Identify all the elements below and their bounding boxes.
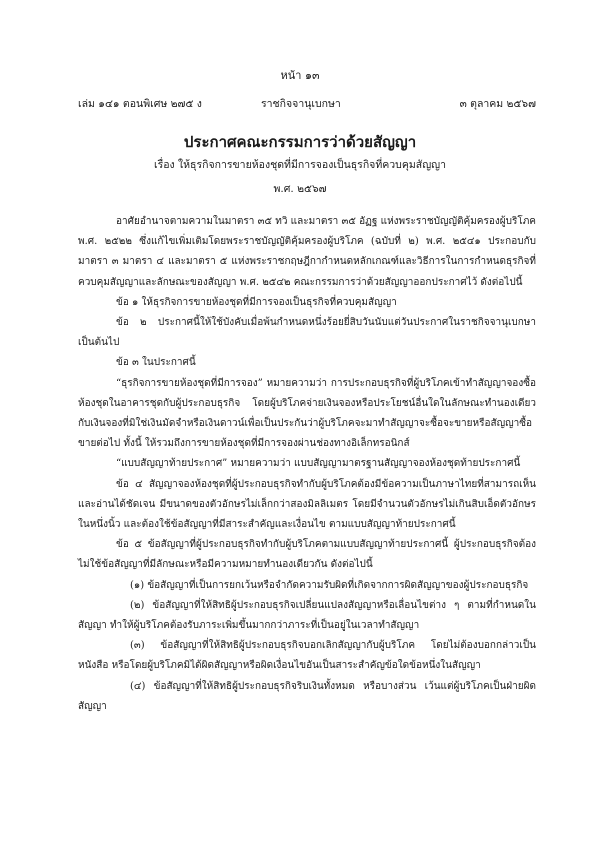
definition-booking-business: “ธุรกิจการขายห้องชุดที่มีการจอง” หมายความว่า การประกอบธุรกิจที่ผู้บริโภคเข้าทำสัญญาจองซื้อห้องชุดในอาคารชุดกับผู้ประกอบธุรกิจ โดยผู้บริโภคจ่ายเงินจองหรือประโยชน์อื่นใดในลักษณะทำนองเดียวกับเงินจองที่มิใช่เงินมัดจำหรือเงินดาวน์เพื่อเป็นประกันว่าผู้บริโภคจะมาทำสัญญาจะซื้อจะขายหรือสัญญาซื้อขายต่อไป ทั้งนี้ ให้รวมถึงการขายห้องชุดที่มีการจองผ่านช่องทางอิเล็กทรอนิกส์ [78, 377, 536, 450]
gazette-name: ราชกิจจานุเบกษา [261, 98, 341, 110]
clause-3: ข้อ ๓ ในประกาศนี้ [116, 357, 196, 369]
definition-contract-form: “แบบสัญญาท้ายประกาศ” หมายความว่า แบบสัญญามาตรฐานสัญญาจองห้องชุดท้ายประกาศนี้ [116, 458, 521, 470]
clause-5: ข้อ ๕ ข้อสัญญาที่ผู้ประกอบธุรกิจทำกับผู้บริโภคตามแบบสัญญาท้ายประกาศนี้ ผู้ประกอบธุรกิจต้องไม่ใช้ข้อสัญญาที่มีลักษณะหรือมีความหมายทำนองเดียวกัน ดังต่อไปนี้ [78, 539, 536, 571]
clause-4: ข้อ ๔ สัญญาจองห้องชุดที่ผู้ประกอบธุรกิจทำกับผู้บริโภคต้องมีข้อความเป็นภาษาไทยที่สามารถเห็นและอ่านได้ชัดเจน มีขนาดของตัวอักษรไม่เล็กกว่าสองมิลลิเมตร โดยมีจำนวนตัวอักษรไม่เกินสิบเอ็ดตัวอักษรในหนึ่งนิ้ว และต้องใช้ข้อสัญญาที่มีสาระสำคัญและเงื่อนไข ตามแบบสัญญาท้ายประกาศนี้ [78, 478, 536, 531]
clause-1: ข้อ ๑ ให้ธุรกิจการขายห้องชุดที่มีการจองเป็นธุรกิจที่ควบคุมสัญญา [116, 296, 397, 308]
volume-issue: เล่ม ๑๔๑ ตอนพิเศษ ๒๗๕ ง [78, 98, 202, 110]
announcement-year: พ.ศ. ๒๕๖๗ [273, 183, 327, 195]
clause-5-item-2: (๒) ข้อสัญญาที่ให้สิทธิผู้ประกอบธุรกิจเปลี่ยนแปลงสัญญาหรือเลื่อนไขต่าง ๆ ตามที่กำหนดในสัญญา ทำให้ผู้บริโภคต้องรับภาระเพิ่มขึ้นมากกว่าภาระที่เป็นอยู่ในเวลาทำสัญญา [78, 599, 536, 632]
page-number: หน้า ๑๓ [280, 69, 320, 82]
announcement-body [78, 212, 536, 717]
publication-date: ๓ ตุลาคม ๒๕๖๗ [459, 98, 536, 110]
preamble-paragraph: อาศัยอำนาจตามความในมาตรา ๓๕ ทวิ และมาตรา ๓๕ อัฏฐ แห่งพระราชบัญญัติคุ้มครองผู้บริโภค พ.ศ. ๒๕๒๒ ซึ่งแก้ไขเพิ่มเติมโดยพระราชบัญญัติคุ้มครองผู้บริโภค (ฉบับที่ ๒) พ.ศ. ๒๕๔๑ ประกอบกับมาตรา ๓ มาตรา ๔ และมาตรา ๕ แห่งพระราชกฤษฎีกากำหนดหลักเกณฑ์และวิธีการในการกำหนดธุรกิจที่ควบคุมสัญญาและลักษณะของสัญญา พ.ศ. ๒๕๔๒ คณะกรรมการว่าด้วยสัญญาออกประกาศไว้ ดังต่อไปนี้ [78, 216, 536, 288]
clause-5-item-1: (๑) ข้อสัญญาที่เป็นการยกเว้นหรือจำกัดความรับผิดที่เกิดจากการผิดสัญญาของผู้ประกอบธุรกิจ [130, 579, 529, 591]
announcement-subject: เรื่อง ให้ธุรกิจการขายห้องชุดที่มีการจองเป็นธุรกิจที่ควบคุมสัญญา [154, 159, 446, 171]
clause-2: ข้อ ๒ ประกาศนี้ให้ใช้บังคับเมื่อพ้นกำหนดหนึ่งร้อยยี่สิบวันนับแต่วันประกาศในราชกิจจานุเบกษาเป็นต้นไป [78, 317, 536, 349]
clause-5-item-4: (๔) ข้อสัญญาที่ให้สิทธิผู้ประกอบธุรกิจริบเงินทั้งหมด หรือบางส่วน เว้นแต่ผู้บริโภคเป็นฝ่ายผิดสัญญา [78, 680, 536, 712]
announcement-title: ประกาศคณะกรรมการว่าด้วยสัญญา [183, 133, 417, 151]
clause-5-item-3: (๓) ข้อสัญญาที่ให้สิทธิผู้ประกอบธุรกิจบอกเลิกสัญญากับผู้บริโภค โดยไม่ต้องบอกกล่าวเป็นหนังสือ หรือโดยผู้บริโภคมิได้ผิดสัญญาหรือผิดเงื่อนไขอันเป็นสาระสำคัญข้อใดข้อหนึ่งในสัญญา [78, 640, 536, 672]
